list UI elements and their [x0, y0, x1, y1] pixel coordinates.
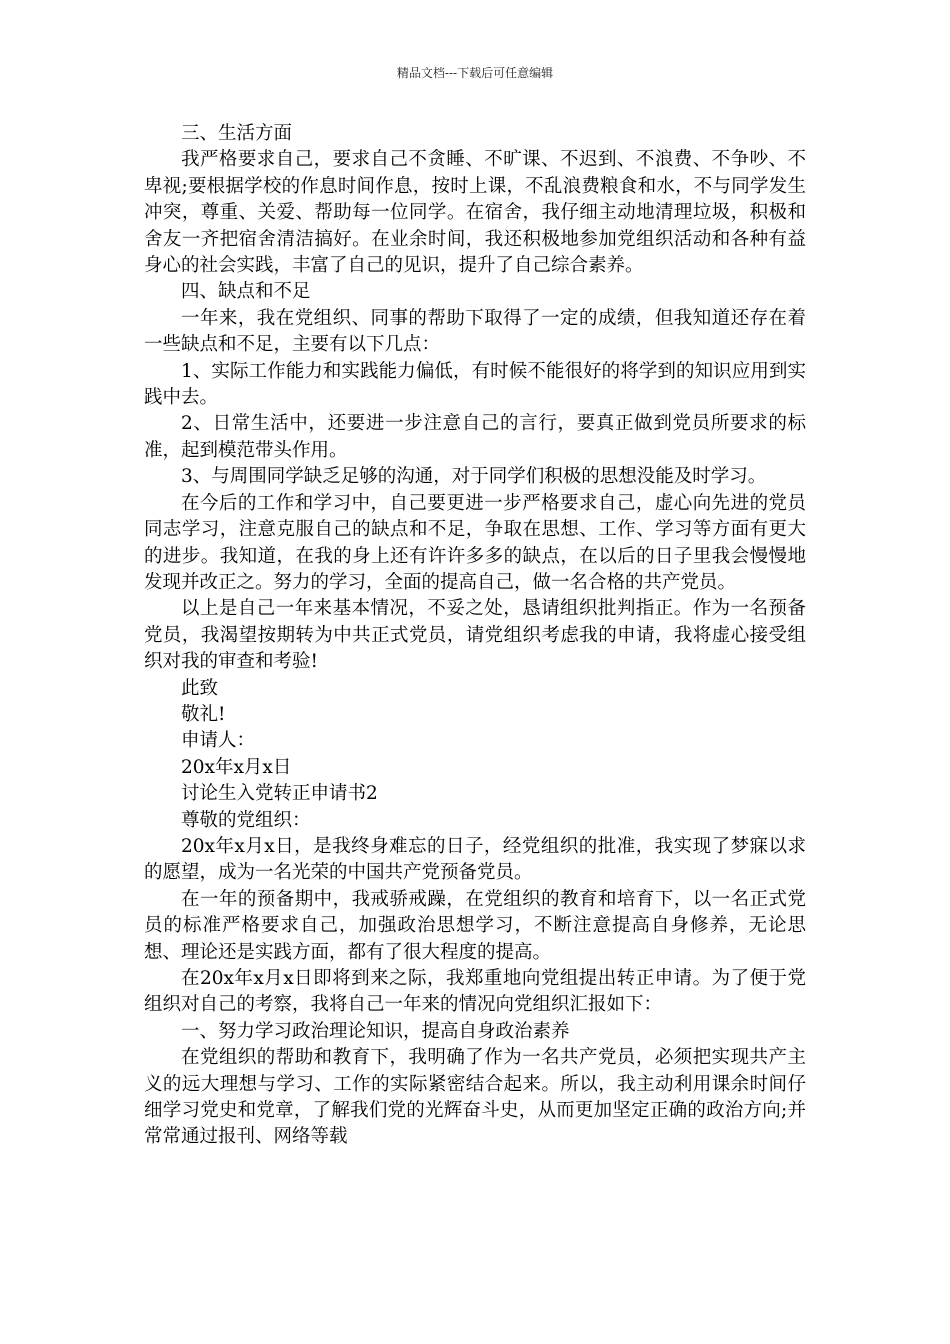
- paragraph: 一年来，我在党组织、同事的帮助下取得了一定的成绩，但我知道还存在着一些缺点和不足，主要有以下几点：: [144, 307, 806, 356]
- closing-regards: 敬礼!: [181, 703, 226, 725]
- paragraph: 在一年的预备期中，我戒骄戒躁，在党组织的教育和培育下，以一名正式党员的标准严格要求自己，加强政治思想学习，不断注意提高自身修养，无论思想、理论还是实践方面，都有了很大程度的提高。: [144, 888, 806, 963]
- signature-date: 20x年x月x日: [181, 756, 292, 778]
- list-item: 1、实际工作能力和实践能力偏低，有时候不能很好的将学到的知识应用到实践中去。: [144, 360, 806, 409]
- paragraph: 在20x年x月x日即将到来之际，我郑重地向党组提出转正申请。为了便于党组织对自己的考察，我将自己一年来的情况向党组织汇报如下：: [144, 968, 806, 1016]
- list-item: 3、与周围同学缺乏足够的沟通，对于同学们积极的思想没能及时学习。: [181, 466, 767, 488]
- greeting: 尊敬的党组织：: [181, 809, 311, 831]
- signature-applicant: 申请人：: [181, 730, 256, 752]
- paragraph: 以上是自己一年来基本情况，不妥之处，恳请组织批判指正。作为一名预备党员，我渴望按期转为中共正式党员，请党组织考虑我的申请，我将虚心接受组织对我的审查和考验!: [144, 598, 806, 673]
- paragraph: 20x年x月x日，是我终身难忘的日子，经党组织的批准，我实现了梦寐以求的愿望，成为一名光荣的中国共产党预备党员。: [144, 835, 806, 884]
- document-subtitle: 讨论生入党转正申请书2: [181, 783, 378, 805]
- list-item: 2、日常生活中，还要进一步注意自己的言行，要真正做到党员所要求的标准，起到模范带头作用。: [144, 413, 806, 461]
- paragraph: 我严格要求自己，要求自己不贪睡、不旷课、不迟到、不浪费、不争吵、不卑视;要根据学校的作息时间作息，按时上课，不乱浪费粮食和水，不与同学发生冲突，尊重、关爱、帮助每一位同学。在宿舍，我仔细主动地清理垃圾，积极和舍友一齐把宿舍清洁搞好。在业余时间，我还积极地参加党组织活动和各种有益身心的社会实践，丰富了自己的见识，提升了自己综合素养。: [144, 149, 806, 277]
- document-body: [144, 121, 806, 1151]
- section-heading-life: 三、生活方面: [181, 123, 293, 144]
- closing-salutation: 此致: [181, 677, 219, 699]
- section-heading-shortcomings: 四、缺点和不足: [181, 281, 311, 303]
- section-heading-politics: 一、努力学习政治理论知识，提高自身政治素养: [181, 1020, 570, 1042]
- paragraph: 在今后的工作和学习中，自己要更进一步严格要求自己，虚心向先进的党员同志学习，注意克服自己的缺点和不足，争取在思想、工作、学习等方面有更大的进步。我知道，在我的身上还有许许多多的缺点，在以后的日子里我会慢慢地发现并改正之。努力的学习，全面的提高自己，做一名合格的共产党员。: [144, 492, 806, 593]
- paragraph: 在党组织的帮助和教育下，我明确了作为一名共产党员，必须把实现共产主义的远大理想与学习、工作的实际紧密结合起来。所以，我主动利用课余时间仔细学习党史和党章，了解我们党的光辉奋斗史，从而更加坚定正确的政治方向;并常常通过报刊、网络等载: [144, 1047, 806, 1148]
- page-header: 精品文档---下载后可任意编辑: [396, 66, 554, 80]
